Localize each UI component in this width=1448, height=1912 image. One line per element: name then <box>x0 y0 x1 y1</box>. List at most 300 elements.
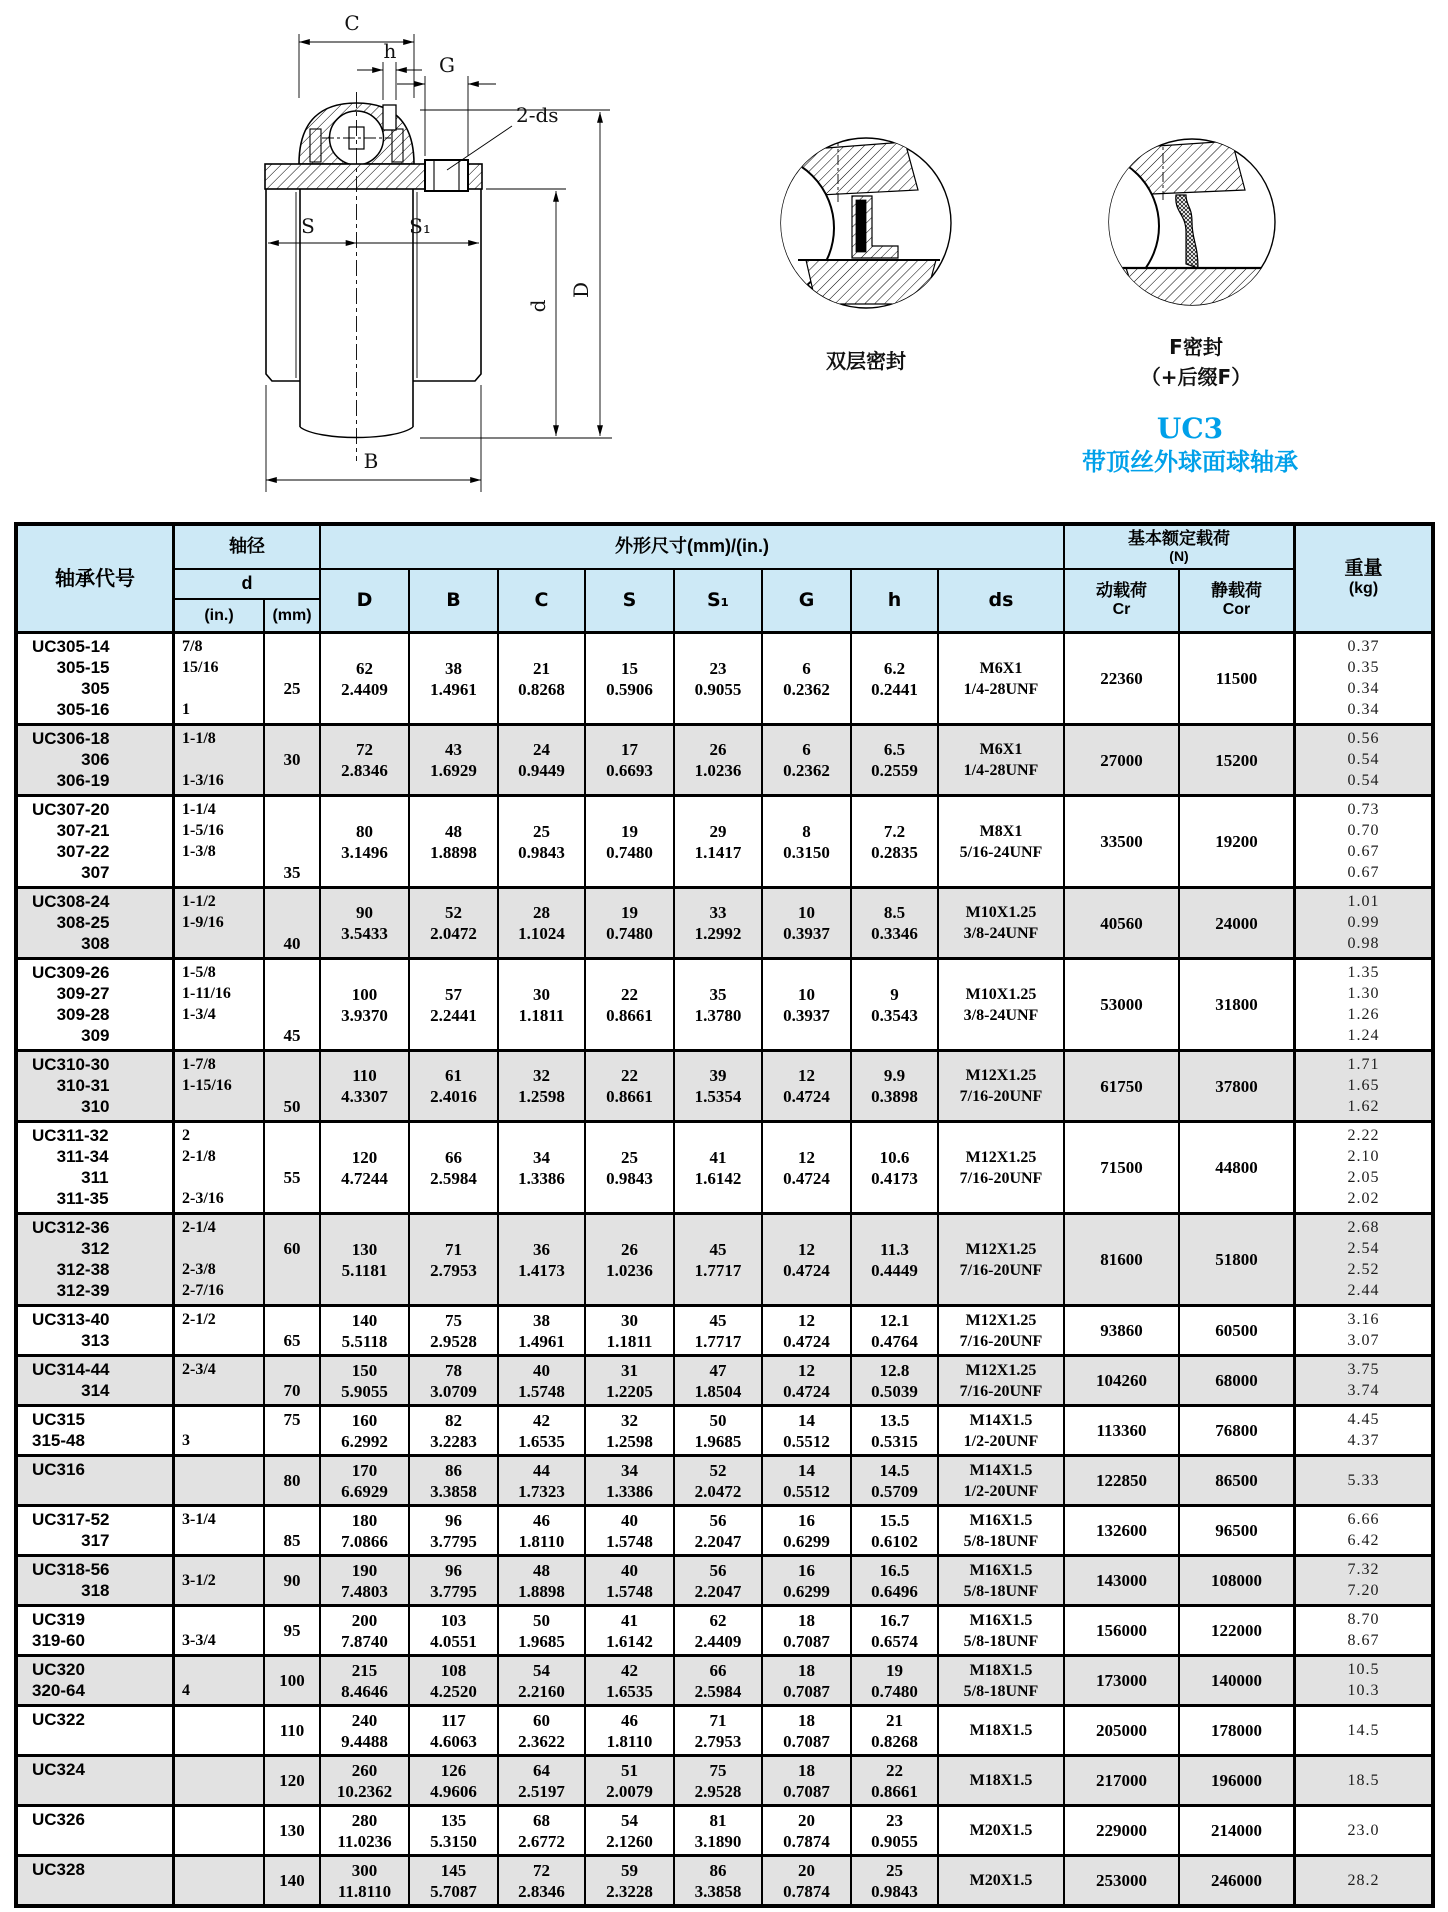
shaft-mm-cell <box>265 1123 321 1212</box>
dim-G-cell <box>763 1857 852 1904</box>
set-screw-cell <box>939 1357 1065 1404</box>
dim-G-cell <box>763 1607 852 1654</box>
shaft-inch-value: 2 2-1/8 2-3/16 <box>182 1127 224 1207</box>
set-screw-cell <box>939 1052 1065 1120</box>
shaft-inch-value: 4 <box>182 1682 190 1699</box>
dim-B-cell <box>410 960 499 1049</box>
dim-S1-value: 56 2.2047 <box>694 1560 742 1601</box>
dim-C-cell <box>499 1757 586 1804</box>
shaft-mm-value: 55 <box>283 1168 301 1187</box>
table-row <box>18 1757 1431 1807</box>
dim-h-value: 6.5 0.2559 <box>871 740 918 780</box>
set-screw-cell <box>939 1757 1065 1804</box>
shaft-mm-value: 100 <box>279 1671 305 1690</box>
dim-B-value: 145 5.7087 <box>430 1860 477 1901</box>
bearing-code-cell <box>18 1757 175 1804</box>
bearing-code: UC308-24 308-25 308 <box>32 892 110 953</box>
dim-S1-value: 35 1.3780 <box>694 984 742 1025</box>
bearing-code-cell <box>18 1607 175 1654</box>
header-bearing-code <box>18 526 175 631</box>
bearing-code: UC319 319-60 <box>32 1610 85 1650</box>
header-col-ds <box>939 570 1065 631</box>
table-row <box>18 1857 1431 1904</box>
dim-C-value: 50 1.9685 <box>518 1610 565 1651</box>
dim-S1-cell <box>675 1807 763 1854</box>
set-screw-value: M16X1.5 5/8-18UNF <box>963 1561 1039 1600</box>
series-title-code: UC3 <box>1156 412 1224 445</box>
weight-value: 3.75 3.74 <box>1347 1361 1380 1399</box>
dim-D-value: 180 7.0866 <box>341 1510 388 1551</box>
bearing-code-cell <box>18 797 175 886</box>
dim-h-value: 14.5 0.5709 <box>871 1460 918 1501</box>
shaft-inch-value: 2-1/2 <box>182 1311 216 1328</box>
dynamic-load-cell <box>1065 1657 1180 1704</box>
dim-B-value: 57 2.2441 <box>430 984 477 1025</box>
shaft-mm-cell <box>265 889 321 957</box>
static-load-value: 178000 <box>1211 1721 1262 1740</box>
dim-G-value: 16 0.6299 <box>783 1560 830 1601</box>
set-screw-cell <box>939 1215 1065 1304</box>
dim-S-value: 17 0.6693 <box>606 740 653 780</box>
dim-C-cell <box>499 1807 586 1854</box>
header-col-S1 <box>675 570 763 631</box>
dim-C-value: 44 1.7323 <box>518 1460 565 1501</box>
shaft-inch-value: 3-3/4 <box>182 1632 216 1649</box>
dim-D-cell <box>321 1557 410 1604</box>
dim-C-cell <box>499 889 586 957</box>
spec-table <box>14 522 1435 1908</box>
dim-B-value: 126 4.9606 <box>430 1760 477 1801</box>
weight-value: 8.70 8.67 <box>1347 1611 1380 1649</box>
dim-h-value: 21 0.8268 <box>871 1710 918 1751</box>
dim-D-value: 280 11.0236 <box>337 1810 392 1851</box>
header-inch-unit-label: (in.) <box>204 606 234 624</box>
dim-C-cell <box>499 1707 586 1754</box>
dim-label-h: h <box>383 39 397 63</box>
shaft-inch-value: 2-3/4 <box>182 1361 216 1378</box>
dim-G-value: 20 0.7874 <box>783 1810 830 1851</box>
dim-C-cell <box>499 1657 586 1704</box>
dim-S1-cell <box>675 1657 763 1704</box>
dim-G-cell <box>763 797 852 886</box>
dim-D-cell <box>321 1607 410 1654</box>
table-row <box>18 1123 1431 1215</box>
dim-h-value: 7.2 0.2835 <box>871 821 918 862</box>
set-screw-value: M14X1.5 1/2-20UNF <box>963 1411 1039 1450</box>
set-screw-cell <box>939 960 1065 1049</box>
dim-h-value: 16.7 0.6574 <box>871 1610 918 1651</box>
weight-value: 1.01 0.99 0.98 <box>1347 893 1380 952</box>
bearing-code-cell <box>18 1657 175 1704</box>
dim-S-cell <box>586 1757 675 1804</box>
dim-D-cell <box>321 1457 410 1504</box>
dim-D-value: 100 3.9370 <box>341 984 388 1025</box>
bearing-code-cell <box>18 1357 175 1404</box>
static-load-value: 31800 <box>1215 995 1258 1014</box>
dynamic-load-value: 217000 <box>1096 1771 1147 1790</box>
dim-G-cell <box>763 1757 852 1804</box>
dynamic-load-value: 122850 <box>1096 1471 1147 1490</box>
dim-D-cell <box>321 726 410 794</box>
static-load-cell <box>1180 1123 1296 1212</box>
bearing-code: UC306-18 306 306-19 <box>32 729 110 790</box>
static-load-cell <box>1180 634 1296 723</box>
dim-G-value: 12 0.4724 <box>783 1147 830 1188</box>
header-static-load <box>1180 570 1296 631</box>
set-screw-value: M14X1.5 1/2-20UNF <box>963 1461 1039 1500</box>
shaft-inch-cell <box>175 1557 265 1604</box>
shaft-inch-cell <box>175 1457 265 1504</box>
dim-G-cell <box>763 1123 852 1212</box>
static-load-cell <box>1180 1707 1296 1754</box>
shaft-inch-value <box>175 1807 263 1830</box>
dim-label-b: B <box>363 449 379 473</box>
shaft-mm-cell <box>265 1407 321 1454</box>
set-screw-cell <box>939 634 1065 723</box>
dim-S-cell <box>586 797 675 886</box>
set-screw-cell <box>939 1807 1065 1854</box>
dynamic-load-value: 156000 <box>1096 1621 1147 1640</box>
dim-S-value: 30 1.1811 <box>606 1310 653 1351</box>
bearing-code: UC313-40 313 <box>32 1310 110 1350</box>
weight-cell <box>1296 1307 1431 1354</box>
dynamic-load-cell <box>1065 1557 1180 1604</box>
dim-D-value: 80 3.1496 <box>341 821 388 862</box>
static-load-value: 60500 <box>1215 1321 1258 1340</box>
static-load-value: 246000 <box>1211 1871 1262 1890</box>
dim-S-value: 40 1.5748 <box>606 1560 653 1601</box>
bearing-code-cell <box>18 960 175 1049</box>
shaft-mm-cell <box>265 797 321 886</box>
static-load-value: 140000 <box>1211 1671 1262 1690</box>
dim-D-value: 190 7.4803 <box>341 1560 388 1601</box>
shaft-mm-value: 80 <box>283 1471 301 1490</box>
header-col-h <box>852 570 939 631</box>
dim-S1-cell <box>675 1457 763 1504</box>
dim-h-value: 12.1 0.4764 <box>871 1310 918 1351</box>
dynamic-load-value: 71500 <box>1100 1158 1143 1177</box>
shaft-mm-value: 60 <box>283 1239 301 1258</box>
bearing-code-cell <box>18 1857 175 1904</box>
dim-B-cell <box>410 797 499 886</box>
header-outer-dimensions-label: 外形尺寸(mm)/(in.) <box>615 536 769 557</box>
dim-h-cell <box>852 797 939 886</box>
shaft-inch-cell <box>175 1307 265 1354</box>
bearing-code-cell <box>18 1407 175 1454</box>
shaft-inch-value: 1-1/4 1-5/16 1-3/8 <box>182 801 224 860</box>
shaft-inch-value <box>175 1457 263 1480</box>
header-col-B <box>410 570 499 631</box>
weight-value: 0.37 0.35 0.34 0.34 <box>1347 638 1380 718</box>
shaft-inch-cell <box>175 1215 265 1304</box>
shaft-mm-cell <box>265 1707 321 1754</box>
dim-D-value: 200 7.8740 <box>341 1610 388 1651</box>
shaft-inch-cell <box>175 1757 265 1804</box>
table-row <box>18 726 1431 797</box>
dim-B-cell <box>410 1607 499 1654</box>
dim-h-cell <box>852 1357 939 1404</box>
header-outer-dimensions <box>321 526 1065 570</box>
static-load-cell <box>1180 1607 1296 1654</box>
dim-S-cell <box>586 1407 675 1454</box>
dynamic-load-value: 81600 <box>1100 1250 1143 1269</box>
shaft-mm-cell <box>265 960 321 1049</box>
dim-h-value: 9.9 0.3898 <box>871 1066 918 1106</box>
dim-S1-cell <box>675 1357 763 1404</box>
header-shaft-diameter <box>175 526 321 570</box>
dim-h-cell <box>852 1657 939 1704</box>
dim-D-value: 130 5.1181 <box>341 1239 388 1280</box>
dim-D-value: 160 6.2992 <box>341 1410 388 1451</box>
dim-C-cell <box>499 960 586 1049</box>
dim-h-cell <box>852 1215 939 1304</box>
header-dynamic-load-label: 动载荷 <box>1096 581 1147 601</box>
dim-S1-value: 52 2.0472 <box>694 1460 742 1501</box>
header-col-B-label: B <box>446 589 461 612</box>
dim-B-value: 86 3.3858 <box>430 1460 477 1501</box>
static-load-cell <box>1180 1307 1296 1354</box>
dim-h-cell <box>852 960 939 1049</box>
shaft-mm-cell <box>265 1607 321 1654</box>
dim-S1-value: 47 1.8504 <box>694 1360 742 1401</box>
dim-G-value: 12 0.4724 <box>783 1066 830 1106</box>
dim-h-cell <box>852 1507 939 1554</box>
dynamic-load-cell <box>1065 726 1180 794</box>
dim-label-2ds: 2-ds <box>516 103 559 127</box>
dim-S1-cell <box>675 1557 763 1604</box>
header-col-h-label: h <box>887 589 902 612</box>
dim-h-value: 12.8 0.5039 <box>871 1360 918 1401</box>
dim-G-cell <box>763 1052 852 1120</box>
static-load-value: 76800 <box>1215 1421 1258 1440</box>
dim-h-cell <box>852 1607 939 1654</box>
dim-B-cell <box>410 726 499 794</box>
dim-S1-cell <box>675 1407 763 1454</box>
bearing-code-cell <box>18 634 175 723</box>
dim-label-c: C <box>344 11 360 35</box>
dim-h-value: 6.2 0.2441 <box>871 658 918 699</box>
static-load-value: 196000 <box>1211 1771 1262 1790</box>
dim-S-value: 22 0.8661 <box>606 1066 653 1106</box>
shaft-inch-value: 7/8 15/16 1 <box>182 638 219 718</box>
set-screw-value: M20X1.5 <box>969 1822 1033 1839</box>
set-screw-cell <box>939 1607 1065 1654</box>
header-col-G <box>763 570 852 631</box>
shaft-inch-value: 2-1/4 2-3/8 2-7/16 <box>182 1219 224 1299</box>
bearing-code-cell <box>18 1457 175 1504</box>
dynamic-load-cell <box>1065 1123 1180 1212</box>
set-screw-value: M12X1.25 7/16-20UNF <box>959 1361 1043 1400</box>
static-load-cell <box>1180 1857 1296 1904</box>
bearing-code: UC315 315-48 <box>32 1410 85 1450</box>
header-inch-unit <box>175 600 265 631</box>
bearing-code-cell <box>18 1052 175 1120</box>
shaft-mm-cell <box>265 1215 321 1304</box>
bearing-code: UC322 <box>32 1710 85 1729</box>
dim-S-cell <box>586 634 675 723</box>
dim-S-cell <box>586 1857 675 1904</box>
dim-G-cell <box>763 1657 852 1704</box>
dim-h-value: 19 0.7480 <box>871 1660 918 1701</box>
dim-B-cell <box>410 634 499 723</box>
table-row <box>18 1657 1431 1707</box>
dim-S1-value: 71 2.7953 <box>694 1710 742 1751</box>
dim-G-value: 6 0.2362 <box>783 658 830 699</box>
dim-S-value: 42 1.6535 <box>606 1660 653 1701</box>
weight-cell <box>1296 1607 1431 1654</box>
dim-C-cell <box>499 1857 586 1904</box>
table-row <box>18 1307 1431 1357</box>
dynamic-load-value: 33500 <box>1100 832 1143 851</box>
dynamic-load-cell <box>1065 889 1180 957</box>
dim-G-cell <box>763 889 852 957</box>
dim-S-cell <box>586 1507 675 1554</box>
dim-C-cell <box>499 797 586 886</box>
dim-G-value: 10 0.3937 <box>783 903 830 943</box>
dim-B-cell <box>410 1557 499 1604</box>
static-load-cell <box>1180 726 1296 794</box>
dim-h-value: 11.3 0.4449 <box>871 1239 918 1280</box>
dim-label-dd: D <box>569 281 593 299</box>
series-title-text: 带顶丝外球面球轴承 <box>1082 448 1298 476</box>
shaft-inch-value: 1-1/8 1-3/16 <box>182 730 224 789</box>
set-screw-cell <box>939 889 1065 957</box>
static-load-cell <box>1180 1807 1296 1854</box>
dim-S-value: 19 0.7480 <box>606 903 653 943</box>
dim-S1-cell <box>675 1052 763 1120</box>
dim-G-cell <box>763 1307 852 1354</box>
table-row <box>18 1707 1431 1757</box>
static-load-cell <box>1180 1215 1296 1304</box>
header-d-label: d <box>241 573 253 594</box>
dim-S1-cell <box>675 726 763 794</box>
dim-D-value: 120 4.7244 <box>341 1147 388 1188</box>
shaft-inch-value <box>175 1857 263 1880</box>
shaft-mm-value: 120 <box>279 1771 305 1790</box>
static-load-value: 108000 <box>1211 1571 1262 1590</box>
bearing-code: UC307-20 307-21 307-22 307 <box>32 800 110 882</box>
dim-G-value: 18 0.7087 <box>783 1610 830 1651</box>
dim-C-cell <box>499 1607 586 1654</box>
static-load-value: 86500 <box>1215 1471 1258 1490</box>
dim-B-value: 117 4.6063 <box>430 1710 477 1751</box>
dim-S-cell <box>586 889 675 957</box>
dim-h-value: 9 0.3543 <box>871 984 918 1025</box>
dim-S-value: 32 1.2598 <box>606 1410 653 1451</box>
dim-S1-cell <box>675 889 763 957</box>
dim-G-value: 12 0.4724 <box>783 1360 830 1401</box>
main-view <box>265 92 482 461</box>
shaft-mm-value: 30 <box>283 750 301 769</box>
static-load-value: 96500 <box>1215 1521 1258 1540</box>
weight-value: 10.5 10.3 <box>1347 1661 1380 1699</box>
dim-B-value: 48 1.8898 <box>430 821 477 862</box>
bearing-code-cell <box>18 1807 175 1854</box>
dim-G-cell <box>763 1807 852 1854</box>
dim-B-cell <box>410 1857 499 1904</box>
dynamic-load-value: 205000 <box>1096 1721 1147 1740</box>
shaft-inch-cell <box>175 1123 265 1212</box>
dim-D-value: 110 4.3307 <box>341 1066 388 1106</box>
dim-h-cell <box>852 634 939 723</box>
dim-h-cell <box>852 1307 939 1354</box>
shaft-mm-cell <box>265 1807 321 1854</box>
dim-B-value: 61 2.4016 <box>430 1066 477 1106</box>
shaft-inch-cell <box>175 1857 265 1904</box>
dynamic-load-value: 173000 <box>1096 1671 1147 1690</box>
header-col-S <box>586 570 675 631</box>
dynamic-load-cell <box>1065 634 1180 723</box>
dim-C-value: 30 1.1811 <box>518 984 565 1025</box>
dim-C-cell <box>499 1215 586 1304</box>
shaft-mm-value: 75 <box>283 1410 301 1429</box>
header-weight <box>1296 526 1431 631</box>
dim-D-cell <box>321 1123 410 1212</box>
dim-label-s: S <box>301 214 315 238</box>
dim-label-g: G <box>439 53 455 77</box>
dim-B-cell <box>410 1307 499 1354</box>
weight-cell <box>1296 726 1431 794</box>
dim-G-cell <box>763 960 852 1049</box>
dim-S-cell <box>586 1657 675 1704</box>
set-screw-cell <box>939 726 1065 794</box>
bearing-code-cell <box>18 1707 175 1754</box>
bearing-code: UC316 <box>32 1460 85 1479</box>
dim-D-cell <box>321 634 410 723</box>
shaft-mm-value: 40 <box>283 934 301 953</box>
shaft-mm-value: 90 <box>283 1571 301 1590</box>
set-screw-value: M12X1.25 7/16-20UNF <box>959 1311 1043 1350</box>
dim-S-value: 26 1.0236 <box>606 1239 653 1280</box>
header-col-G-label: G <box>798 589 815 612</box>
weight-cell <box>1296 1123 1431 1212</box>
dim-G-cell <box>763 1215 852 1304</box>
weight-cell <box>1296 1215 1431 1304</box>
shaft-inch-cell <box>175 1807 265 1854</box>
header-col-S1-label: S₁ <box>706 589 729 612</box>
dim-h-cell <box>852 1707 939 1754</box>
dim-C-value: 40 1.5748 <box>518 1360 565 1401</box>
shaft-mm-cell <box>265 634 321 723</box>
dim-D-value: 300 11.8110 <box>337 1860 392 1901</box>
dim-S-value: 46 1.8110 <box>606 1710 653 1751</box>
dim-D-cell <box>321 1052 410 1120</box>
shaft-mm-cell <box>265 1357 321 1404</box>
dim-G-value: 14 0.5512 <box>783 1460 830 1501</box>
header-mm-unit <box>265 600 321 631</box>
dynamic-load-cell <box>1065 1757 1180 1804</box>
dynamic-load-cell <box>1065 1407 1180 1454</box>
dim-C-value: 25 0.9843 <box>518 821 565 862</box>
dim-B-cell <box>410 1807 499 1854</box>
dynamic-load-cell <box>1065 1507 1180 1554</box>
dim-C-value: 42 1.6535 <box>518 1410 565 1451</box>
dim-D-value: 140 5.5118 <box>341 1310 388 1351</box>
weight-cell <box>1296 1357 1431 1404</box>
static-load-cell <box>1180 1507 1296 1554</box>
dim-C-value: 21 0.8268 <box>518 658 565 699</box>
dim-h-value: 8.5 0.3346 <box>871 903 918 943</box>
shaft-inch-value: 3 <box>182 1432 190 1449</box>
dynamic-load-cell <box>1065 1357 1180 1404</box>
shaft-inch-cell <box>175 1707 265 1754</box>
weight-cell <box>1296 1807 1431 1854</box>
header-col-S-label: S <box>622 589 637 612</box>
bearing-code: UC309-26 309-27 309-28 309 <box>32 963 110 1045</box>
dim-C-cell <box>499 1557 586 1604</box>
set-screw-value: M18X1.5 <box>969 1722 1033 1739</box>
shaft-inch-cell <box>175 726 265 794</box>
